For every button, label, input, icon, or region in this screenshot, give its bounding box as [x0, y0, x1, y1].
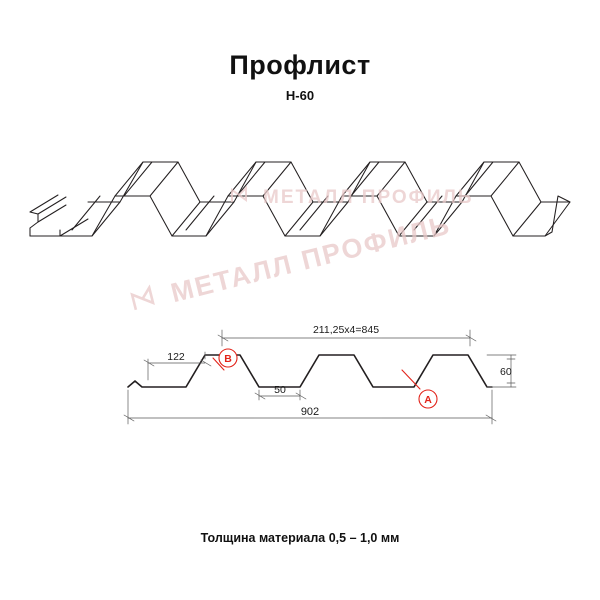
- product-model: Н-60: [285, 88, 315, 103]
- callout-label-b: В: [224, 353, 232, 365]
- callout-label-a: А: [424, 394, 432, 406]
- dimension-span-top: 211,25х4=845: [312, 324, 380, 336]
- watermark-bottom-text: МЕТАЛЛ ПРОФИЛЬ: [167, 209, 454, 309]
- dimension-height: 60: [500, 366, 512, 378]
- cross-section-view: [124, 330, 516, 424]
- dimension-overall-width: 902: [300, 406, 320, 418]
- dimension-valley-width: 50: [274, 384, 286, 396]
- page-title: Профлист: [229, 50, 371, 80]
- material-thickness-note: Толщина материала 0,5 – 1,0 мм: [200, 531, 400, 545]
- dimension-rib-pitch: 122: [167, 351, 185, 363]
- perspective-view: [30, 162, 570, 236]
- watermark-top-text: МЕТАЛЛ ПРОФИЛЬ: [263, 187, 474, 209]
